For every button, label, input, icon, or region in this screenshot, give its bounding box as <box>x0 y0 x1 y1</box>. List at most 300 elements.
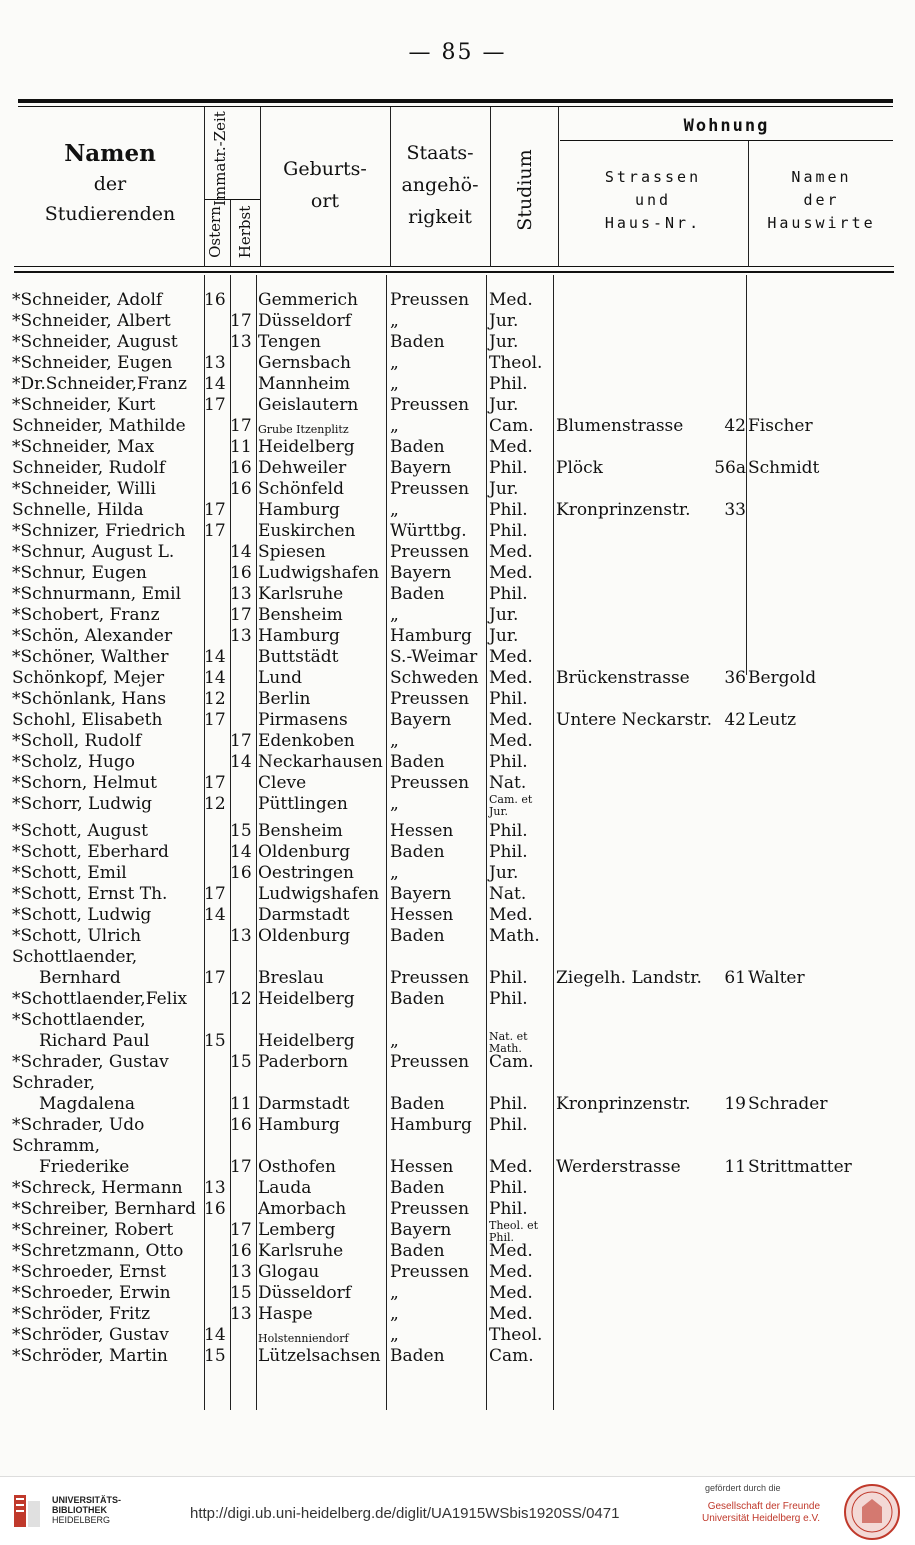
immatr-ostern: 16 <box>204 290 226 310</box>
field-of-study: Phil. <box>489 521 528 541</box>
field-of-study: Med. <box>489 668 533 688</box>
house-number: 42 <box>724 416 746 436</box>
header-angehoe: angehö- <box>401 173 479 196</box>
immatr-ostern: 17 <box>204 884 226 904</box>
immatr-herbst: 16 <box>230 1241 252 1261</box>
society-line1: Gesellschaft der Freunde <box>707 1501 820 1512</box>
nationality: Bayern <box>390 710 452 730</box>
birthplace: Dehweiler <box>258 458 347 478</box>
immatr-ostern: 12 <box>204 794 226 814</box>
nationality: Baden <box>390 842 445 862</box>
hdr-vline-6 <box>748 141 749 267</box>
birthplace: Hamburg <box>258 500 340 520</box>
header-ort: ort <box>310 189 340 212</box>
nationality: Preussen <box>390 773 470 793</box>
birthplace: Breslau <box>258 968 324 988</box>
nationality: Baden <box>390 926 445 946</box>
header-namen-title: Namen <box>64 140 156 167</box>
immatr-ostern: 14 <box>204 647 226 667</box>
immatr-herbst: 17 <box>230 731 252 751</box>
birthplace: Gemmerich <box>258 290 358 310</box>
birthplace: Lützelsachsen <box>258 1346 381 1366</box>
field-of-study: Med. <box>489 563 533 583</box>
field-of-study: Phil. <box>489 584 528 604</box>
immatr-ostern: 17 <box>204 521 226 541</box>
student-name: Schnelle, Hilda <box>12 500 144 520</box>
nationality: Hessen <box>390 1157 454 1177</box>
nationality: Preussen <box>390 1199 470 1219</box>
field-of-study: Med. <box>489 905 533 925</box>
nationality: Baden <box>390 989 445 1009</box>
student-name: *Schöner, Walther <box>12 647 169 667</box>
header-namen-studierenden: Studierenden <box>44 202 176 225</box>
header-namen2: Namen <box>791 168 852 186</box>
hdr-vline-2 <box>260 107 261 267</box>
field-of-study: Phil. <box>489 842 528 862</box>
birthplace: Berlin <box>258 689 311 709</box>
nationality: Preussen <box>390 1052 470 1072</box>
birthplace: Osthofen <box>258 1157 336 1177</box>
nationality: Baden <box>390 1241 445 1261</box>
student-name: *Schneider, August <box>12 332 178 352</box>
immatr-herbst: 15 <box>230 1052 252 1072</box>
student-name: Schramm, <box>12 1136 101 1156</box>
nationality: „ <box>390 731 399 751</box>
student-name: *Schreck, Hermann <box>12 1178 183 1198</box>
society-line2: Universität Heidelberg e.V. <box>701 1513 820 1524</box>
nationality: „ <box>390 500 399 520</box>
birthplace: Lemberg <box>258 1220 336 1240</box>
birthplace: Bensheim <box>258 605 343 625</box>
immatr-herbst: 16 <box>230 563 252 583</box>
header-der2: der <box>803 190 840 209</box>
immatr-herbst: 13 <box>230 1262 252 1282</box>
student-name: Magdalena <box>12 1094 136 1114</box>
body-vline-7 <box>746 275 747 675</box>
field-of-study: Math. <box>489 926 540 946</box>
student-name: *Schnur, Eugen <box>12 563 147 583</box>
student-name: *Schneider, Max <box>12 437 155 457</box>
library-logo-icon <box>10 1491 44 1531</box>
immatr-ostern: 14 <box>204 668 226 688</box>
student-name: Richard Paul <box>12 1031 150 1051</box>
top-rule-thin <box>18 106 893 107</box>
student-name: *Schobert, Franz <box>12 605 160 625</box>
nationality: Baden <box>390 752 445 772</box>
street: Untere Neckarstr. <box>556 710 712 730</box>
header-geburts: Geburts- <box>283 158 367 180</box>
student-name: *Schott, Ernst Th. <box>12 884 168 904</box>
birthplace: Lauda <box>258 1178 312 1198</box>
footer-bar <box>0 1476 915 1545</box>
field-of-study: Phil. <box>489 374 528 394</box>
street: Blumenstrasse <box>556 416 684 436</box>
house-number: 36 <box>724 668 746 688</box>
nationality: Preussen <box>390 542 470 562</box>
birthplace: Geislautern <box>258 395 359 415</box>
nationality: S.-Weimar <box>390 647 478 667</box>
birthplace: Oestringen <box>258 863 354 883</box>
student-name: *Schott, Emil <box>12 863 127 883</box>
student-name: Schrader, <box>12 1073 95 1093</box>
nationality: Baden <box>390 1178 445 1198</box>
immatr-herbst: 16 <box>230 1115 252 1135</box>
field-of-study: Jur. <box>489 479 519 499</box>
field-of-study: Theol. et Phil. <box>489 1219 538 1244</box>
header-geburtsort <box>262 158 388 214</box>
field-of-study: Phil. <box>489 689 528 709</box>
landlord: Schrader <box>748 1094 828 1114</box>
field-of-study: Jur. <box>489 605 519 625</box>
birthplace: Düsseldorf <box>258 311 352 331</box>
immatr-herbst: 17 <box>230 1220 252 1240</box>
header-hausnr: Haus-Nr. <box>604 213 702 232</box>
student-name: *Schrader, Udo <box>12 1115 145 1135</box>
nationality: „ <box>390 794 399 814</box>
header-ostern: Ostern <box>206 206 224 258</box>
header-rule-2 <box>14 271 894 273</box>
field-of-study: Phil. <box>489 458 528 478</box>
nationality: Bayern <box>390 458 452 478</box>
field-of-study: Med. <box>489 1241 533 1261</box>
immatr-herbst: 15 <box>230 1283 252 1303</box>
nationality: „ <box>390 311 399 331</box>
nationality: Hessen <box>390 821 454 841</box>
body-vline-6 <box>553 275 554 1410</box>
student-name: *Schröder, Gustav <box>12 1325 169 1345</box>
birthplace: Ludwigshafen <box>258 884 380 904</box>
student-name: *Schnur, August L. <box>12 542 175 562</box>
header-staat <box>392 142 488 229</box>
immatr-ostern: 17 <box>204 773 226 793</box>
student-name: *Schröder, Martin <box>12 1346 168 1366</box>
immatr-ostern: 14 <box>204 1325 226 1345</box>
street: Kronprinzenstr. <box>556 500 691 520</box>
nationality: „ <box>390 605 399 625</box>
student-name: *Scholl, Rudolf <box>12 731 142 751</box>
field-of-study: Phil. <box>489 1199 528 1219</box>
student-name: *Schott, Eberhard <box>12 842 169 862</box>
field-of-study: Phil. <box>489 1115 528 1135</box>
student-name: *Schroeder, Erwin <box>12 1283 171 1303</box>
landlord: Schmidt <box>748 458 820 478</box>
birthplace: Ludwigshafen <box>258 563 380 583</box>
field-of-study: Cam. <box>489 1052 534 1072</box>
birthplace: Glogau <box>258 1262 320 1282</box>
student-name: *Schnurmann, Emil <box>12 584 182 604</box>
nationality: „ <box>390 1283 399 1303</box>
immatr-herbst: 16 <box>230 479 252 499</box>
hdr-vline-3 <box>390 107 391 267</box>
immatr-herbst: 11 <box>230 1094 252 1114</box>
landlord: Leutz <box>748 710 797 730</box>
field-of-study: Med. <box>489 1157 533 1177</box>
landlord: Bergold <box>748 668 817 688</box>
landlord: Walter <box>748 968 805 988</box>
street: Brückenstrasse <box>556 668 690 688</box>
nationality: „ <box>390 374 399 394</box>
header-rule-1 <box>14 266 894 267</box>
field-of-study: Med. <box>489 1283 533 1303</box>
header-wohnung: Wohnung <box>683 116 770 136</box>
university-seal-icon <box>843 1483 901 1541</box>
society-name <box>700 1501 820 1525</box>
street: Plöck <box>556 458 603 478</box>
immatr-ostern: 17 <box>204 968 226 988</box>
immatr-herbst: 14 <box>230 842 252 862</box>
nationality: „ <box>390 1304 399 1324</box>
student-name: Schönkopf, Mejer <box>12 668 165 688</box>
field-of-study: Phil. <box>489 1178 528 1198</box>
header-namen-der: der <box>93 172 127 195</box>
field-of-study: Jur. <box>489 332 519 352</box>
nationality: Preussen <box>390 395 470 415</box>
immatr-herbst: 13 <box>230 584 252 604</box>
student-name: *Schreiner, Robert <box>12 1220 174 1240</box>
header-wirte-block <box>750 168 893 232</box>
nationality: Hamburg <box>390 626 472 646</box>
immatr-ostern: 15 <box>204 1346 226 1366</box>
header-namen <box>20 140 200 226</box>
library-line2: BIBLIOTHEK <box>52 1505 107 1515</box>
birthplace: Pirmasens <box>258 710 348 730</box>
library-name <box>52 1495 121 1525</box>
field-of-study: Med. <box>489 731 533 751</box>
nationality: Baden <box>390 584 445 604</box>
immatr-herbst: 13 <box>230 926 252 946</box>
student-name: Friederike <box>12 1157 130 1177</box>
nationality: Preussen <box>390 290 470 310</box>
library-line3: HEIDELBERG <box>52 1515 111 1525</box>
student-name: *Schönlank, Hans <box>12 689 167 709</box>
student-name: *Schott, August <box>12 821 148 841</box>
header-und: und <box>634 190 672 209</box>
student-name: *Schreiber, Bernhard <box>12 1199 196 1219</box>
house-number: 61 <box>724 968 746 988</box>
birthplace: Spiesen <box>258 542 326 562</box>
birthplace: Edenkoben <box>258 731 355 751</box>
landlord: Fischer <box>748 416 813 436</box>
hdr-vline-5 <box>558 107 559 267</box>
student-name: *Schorn, Helmut <box>12 773 157 793</box>
nationality: Württbg. <box>390 521 467 541</box>
student-name: *Schön, Alexander <box>12 626 173 646</box>
immatr-ostern: 12 <box>204 689 226 709</box>
birthplace: Karlsruhe <box>258 584 344 604</box>
student-name: *Schottlaender, <box>12 1010 146 1030</box>
birthplace: Amorbach <box>258 1199 347 1219</box>
wohnung-rule <box>560 140 893 141</box>
header-staats: Staats- <box>406 142 474 164</box>
body-vline-5 <box>486 275 487 1410</box>
immatr-herbst: 16 <box>230 458 252 478</box>
nationality: Baden <box>390 1094 445 1114</box>
birthplace: Darmstadt <box>258 905 350 925</box>
hdr-vline-4 <box>490 107 491 267</box>
nationality: Baden <box>390 332 445 352</box>
funded-by: gefördert durch die <box>705 1483 781 1493</box>
nationality: „ <box>390 416 399 436</box>
birthplace: Lund <box>258 668 303 688</box>
birthplace: Heidelberg <box>258 1031 355 1051</box>
immatr-ostern: 17 <box>204 500 226 520</box>
header-herbst: Herbst <box>236 205 254 259</box>
nationality: Bayern <box>390 563 452 583</box>
immatr-herbst: 17 <box>230 605 252 625</box>
header-studium: Studium <box>514 149 536 231</box>
field-of-study: Jur. <box>489 395 519 415</box>
student-name: *Schrader, Gustav <box>12 1052 169 1072</box>
nationality: Baden <box>390 1346 445 1366</box>
immatr-ostern: 16 <box>204 1199 226 1219</box>
student-name: *Schneider, Kurt <box>12 395 156 415</box>
nationality: Bayern <box>390 884 452 904</box>
student-name: *Schott, Ludwig <box>12 905 152 925</box>
immatr-ostern: 15 <box>204 1031 226 1051</box>
field-of-study: Jur. <box>489 863 519 883</box>
birthplace: Karlsruhe <box>258 1241 344 1261</box>
top-rule-thick <box>18 99 893 103</box>
student-name: *Schnizer, Friedrich <box>12 521 186 541</box>
header-immatr-zeit: Immatr.-Zeit <box>211 111 229 206</box>
birthplace: Haspe <box>258 1304 313 1324</box>
field-of-study: Med. <box>489 1304 533 1324</box>
birthplace: Tengen <box>258 332 321 352</box>
immatr-ostern: 14 <box>204 374 226 394</box>
nationality: „ <box>390 863 399 883</box>
birthplace: Schönfeld <box>258 479 344 499</box>
field-of-study: Med. <box>489 290 533 310</box>
student-name: *Schneider, Eugen <box>12 353 173 373</box>
student-name: Bernhard <box>12 968 121 988</box>
immatr-herbst: 16 <box>230 863 252 883</box>
student-name: Schottlaender, <box>12 947 138 967</box>
field-of-study: Jur. <box>489 311 519 331</box>
immatr-herbst: 13 <box>230 1304 252 1324</box>
student-name: *Schroeder, Ernst <box>12 1262 167 1282</box>
header-strassen: Strassen <box>604 168 702 186</box>
birthplace: Gernsbach <box>258 353 351 373</box>
hdr-vline-immatr <box>230 200 231 267</box>
street: Kronprinzenstr. <box>556 1094 691 1114</box>
street: Werderstrasse <box>556 1157 681 1177</box>
birthplace: Euskirchen <box>258 521 356 541</box>
field-of-study: Theol. <box>489 1325 543 1345</box>
student-name: *Dr.Schneider,Franz <box>12 374 187 394</box>
field-of-study: Med. <box>489 647 533 667</box>
nationality: Preussen <box>390 689 470 709</box>
house-number: 11 <box>724 1157 746 1177</box>
source-url[interactable]: http://digi.ub.uni-heidelberg.de/diglit/UA1915WSbis1920SS/0471 <box>190 1505 620 1522</box>
student-name: *Schott, Ulrich <box>12 926 142 946</box>
student-name: *Schottlaender,Felix <box>12 989 188 1009</box>
immatr-ostern: 13 <box>204 1178 226 1198</box>
student-name: Schneider, Rudolf <box>12 458 166 478</box>
student-name: *Scholz, Hugo <box>12 752 135 772</box>
immatr-herbst: 17 <box>230 1157 252 1177</box>
student-name: *Schretzmann, Otto <box>12 1241 184 1261</box>
library-line1: UNIVERSITÄTS- <box>52 1495 122 1505</box>
field-of-study: Phil. <box>489 500 528 520</box>
field-of-study: Cam. <box>489 1346 534 1366</box>
immatr-herbst: 17 <box>230 311 252 331</box>
birthplace: Hamburg <box>258 1115 340 1135</box>
field-of-study: Cam. et Jur. <box>489 793 533 818</box>
field-of-study: Phil. <box>489 752 528 772</box>
immatr-herbst: 14 <box>230 752 252 772</box>
field-of-study: Med. <box>489 437 533 457</box>
field-of-study: Cam. <box>489 416 534 436</box>
field-of-study: Phil. <box>489 968 528 988</box>
field-of-study: Med. <box>489 542 533 562</box>
birthplace: Buttstädt <box>258 647 339 667</box>
birthplace: Paderborn <box>258 1052 349 1072</box>
nationality: Preussen <box>390 479 470 499</box>
birthplace: Heidelberg <box>258 437 355 457</box>
nationality: Bayern <box>390 1220 452 1240</box>
birthplace: Hamburg <box>258 626 340 646</box>
immatr-herbst: 12 <box>230 989 252 1009</box>
field-of-study: Phil. <box>489 821 528 841</box>
birthplace: Neckarhausen <box>258 752 383 772</box>
immatr-herbst: 14 <box>230 542 252 562</box>
field-of-study: Med. <box>489 710 533 730</box>
nationality: Baden <box>390 437 445 457</box>
landlord: Strittmatter <box>748 1157 852 1177</box>
student-name: *Schneider, Willi <box>12 479 156 499</box>
house-number: 19 <box>724 1094 746 1114</box>
immatr-ostern: 17 <box>204 710 226 730</box>
street: Ziegelh. Landstr. <box>556 968 702 988</box>
nationality: „ <box>390 1325 399 1345</box>
birthplace: Heidelberg <box>258 989 355 1009</box>
field-of-study: Phil. <box>489 989 528 1009</box>
student-name: Schohl, Elisabeth <box>12 710 163 730</box>
house-number: 33 <box>724 500 746 520</box>
birthplace: Cleve <box>258 773 307 793</box>
birthplace: Oldenburg <box>258 842 351 862</box>
field-of-study: Nat. <box>489 884 527 904</box>
birthplace: Darmstadt <box>258 1094 350 1114</box>
field-of-study: Theol. <box>489 353 543 373</box>
nationality: Schweden <box>390 668 479 688</box>
body-vline-3 <box>256 275 257 1410</box>
header-strassen-block <box>560 168 746 232</box>
field-of-study: Jur. <box>489 626 519 646</box>
student-name: *Schneider, Albert <box>12 311 171 331</box>
field-of-study: Nat. <box>489 773 527 793</box>
student-name: Schneider, Mathilde <box>12 416 186 436</box>
birthplace: Mannheim <box>258 374 351 394</box>
nationality: Preussen <box>390 1262 470 1282</box>
house-number: 42 <box>724 710 746 730</box>
birthplace: Püttlingen <box>258 794 348 814</box>
immatr-herbst: 15 <box>230 821 252 841</box>
birthplace: Holstenniendorf <box>258 1332 349 1345</box>
page-number: — 85 — <box>408 40 507 65</box>
field-of-study: Phil. <box>489 1094 528 1114</box>
body-vline-4 <box>386 275 387 1410</box>
immatr-herbst: 17 <box>230 416 252 436</box>
student-name: *Schorr, Ludwig <box>12 794 153 814</box>
field-of-study: Nat. et Math. <box>489 1030 528 1055</box>
nationality: Hamburg <box>390 1115 472 1135</box>
student-name: *Schneider, Adolf <box>12 290 163 310</box>
immatr-herbst: 13 <box>230 626 252 646</box>
nationality: „ <box>390 1031 399 1051</box>
header-rigkeit: rigkeit <box>408 205 472 228</box>
birthplace: Düsseldorf <box>258 1283 352 1303</box>
